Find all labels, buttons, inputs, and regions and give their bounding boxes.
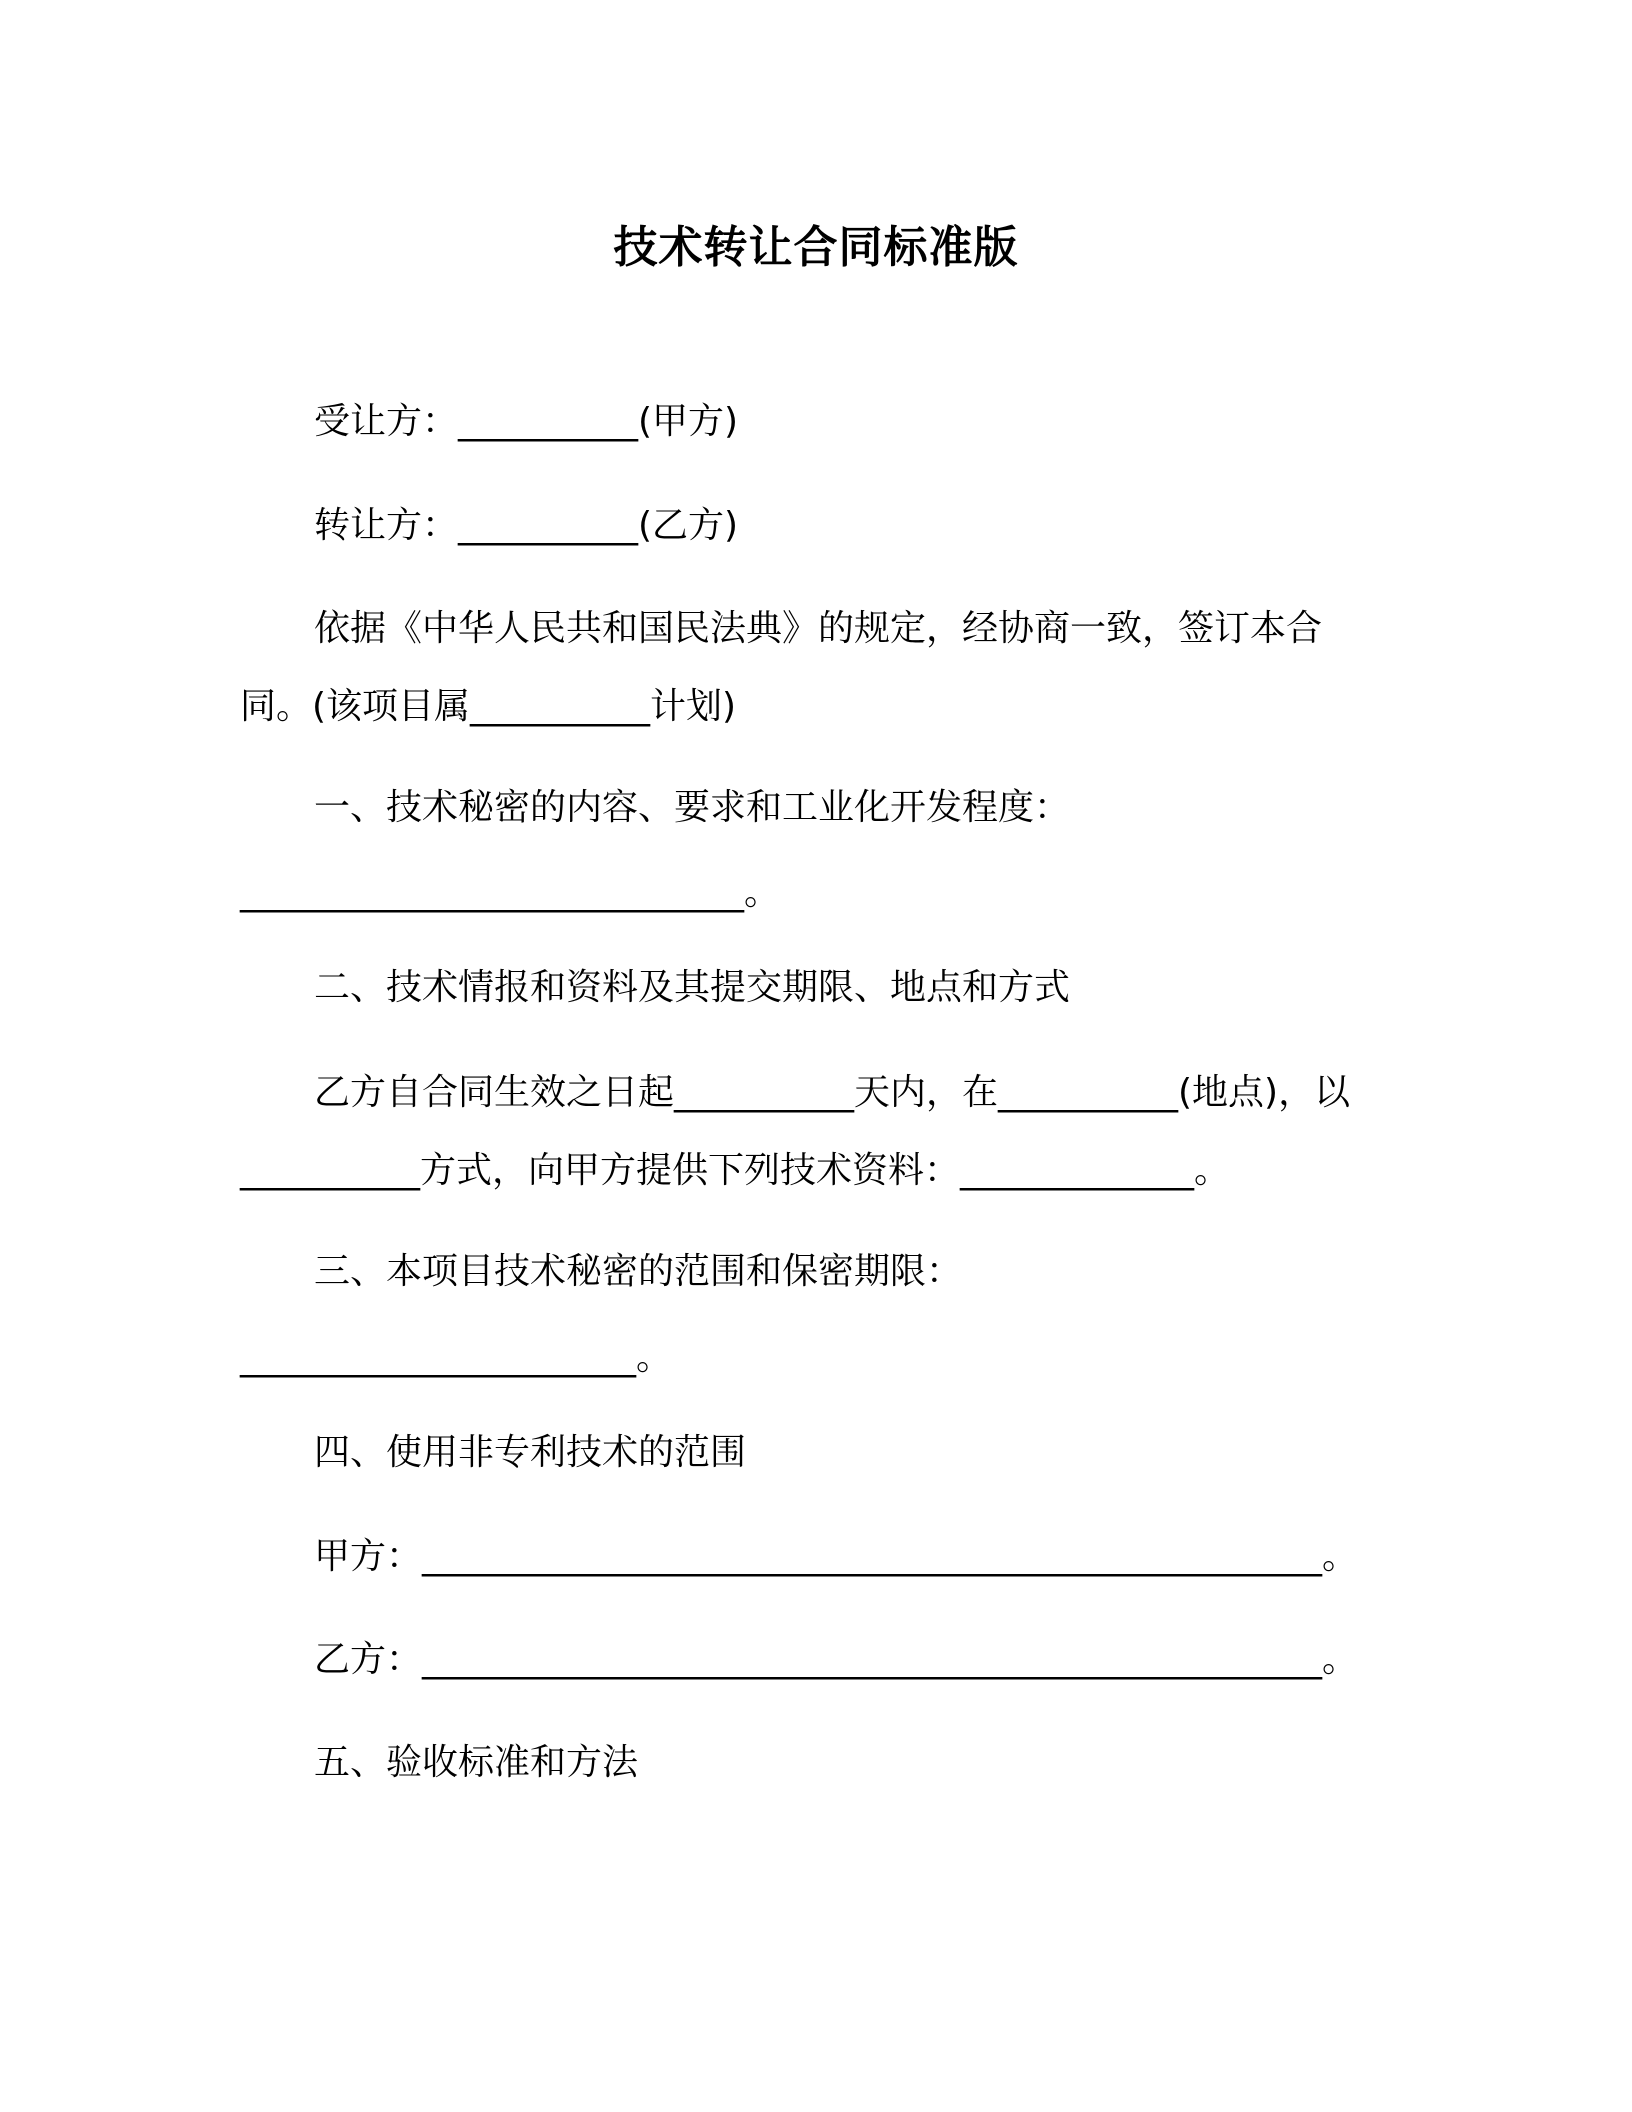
document-title: 技术转让合同标准版	[613, 222, 1019, 273]
section-3-blank: ______________________。	[240, 1337, 672, 1378]
transferee-line: 受让方：__________(甲方)	[314, 401, 739, 442]
section-4-heading: 四、使用非专利技术的范围	[314, 1432, 747, 1473]
section-3-heading: 三、本项目技术秘密的范围和保密期限：	[314, 1251, 963, 1292]
section-1-heading: 一、技术秘密的内容、要求和工业化开发程度：	[314, 787, 1071, 828]
transferor-line: 转让方：__________(乙方)	[314, 505, 739, 546]
party-a-scope-line: 甲方：__________________________________________________。	[314, 1536, 1359, 1577]
section-1-blank: ____________________________。	[240, 872, 780, 913]
section-2-body: 乙方自合同生效之日起__________天内，在__________(地点)，以	[314, 1072, 1351, 1113]
section-5-heading: 五、验收标准和方法	[314, 1742, 639, 1783]
section-2-heading: 二、技术情报和资料及其提交期限、地点和方式	[314, 967, 1071, 1008]
legal-basis-continuation: 同。(该项目属__________计划)	[240, 686, 737, 727]
section-2-body-continuation: __________方式，向甲方提供下列技术资料：_____________。	[240, 1150, 1231, 1191]
party-b-scope-line: 乙方：__________________________________________________。	[314, 1639, 1359, 1680]
legal-basis-line: 依据《中华人民共和国民法典》的规定，经协商一致，签订本合	[314, 608, 1323, 649]
